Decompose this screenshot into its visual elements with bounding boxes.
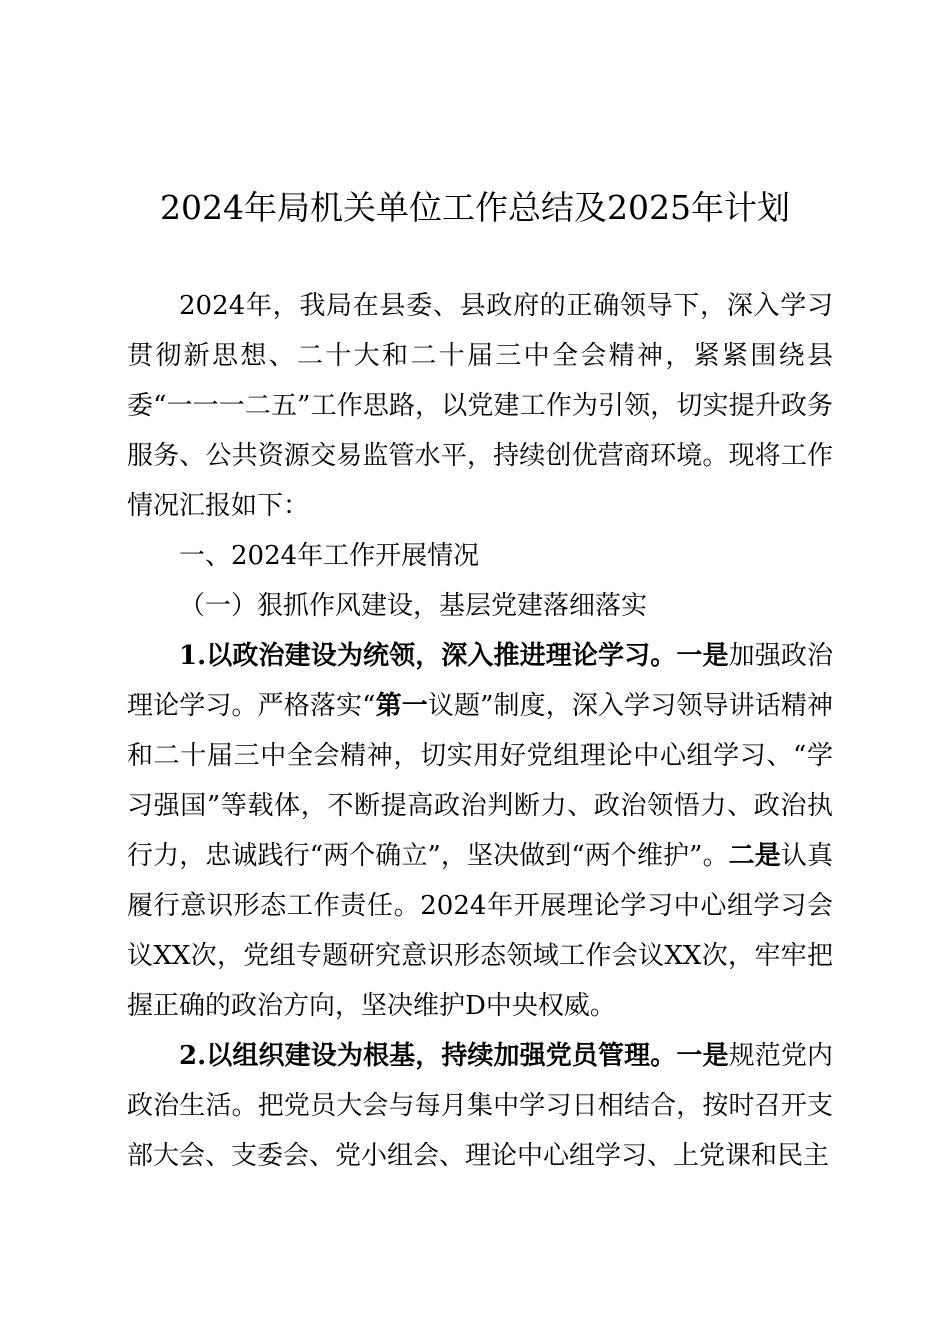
document-body	[127, 281, 833, 1181]
item-1-first-marker: 一是	[676, 641, 729, 671]
item-2-first-marker: 一是	[676, 1041, 729, 1071]
intro-paragraph: 2024年，我局在县委、县政府的正确领导下，深入学习贯彻新思想、二十大和二十届三中全会精神，紧紧围绕县委“一一一二五”工作思路，以党建工作为引领，切实提升政务服务、公共资源交易监管水平，持续创优营商环境。现将工作情况汇报如下：	[127, 291, 833, 521]
item-2-first-text: 规范党内政治生活。把党员大会与每月集中学习日相结合，按时召开支部大会、支委会、党小组会、理论中心组学习、上党课和民主	[127, 1041, 833, 1171]
item-1-second-text: 认真履行意识形态工作责任。2024年开展理论学习中心组学习会议XX次，党组专题研究意识形态领域工作会议XX次，牢牢把握正确的政治方向，坚决维护D中央权威。	[127, 841, 833, 1021]
item-2-lead: 2.以组织建设为根基，持续加强党员管理。	[179, 1041, 677, 1071]
item-1-first-text-b: 议题”制度，深入学习领导讲话精神和二十届三中全会精神，切实用好党组理论中心组学习、“学习强国”等载体，不断提高政治判断力、政治领悟力、政治执行力，忠诚践行“两个确立”，坚决做到“两个维护”。	[127, 691, 834, 871]
item-2-paragraph	[127, 1031, 833, 1181]
item-1-first-bold-inline: 第一	[375, 691, 428, 721]
item-1-first-text-a: 加强政治理论学习。严格落实“	[127, 641, 833, 721]
document-title: 2024年局机关单位工作总结及2025年计划	[160, 188, 790, 227]
item-1-paragraph	[127, 631, 833, 1031]
item-1-lead: 1.以政治建设为统领，深入推进理论学习。	[179, 641, 677, 671]
subsection-heading-1: （一）狠抓作风建设，基层党建落细落实	[179, 591, 648, 621]
item-1-second-marker: 二是	[728, 841, 781, 871]
section-heading-1: 一、2024年工作开展情况	[179, 541, 480, 571]
